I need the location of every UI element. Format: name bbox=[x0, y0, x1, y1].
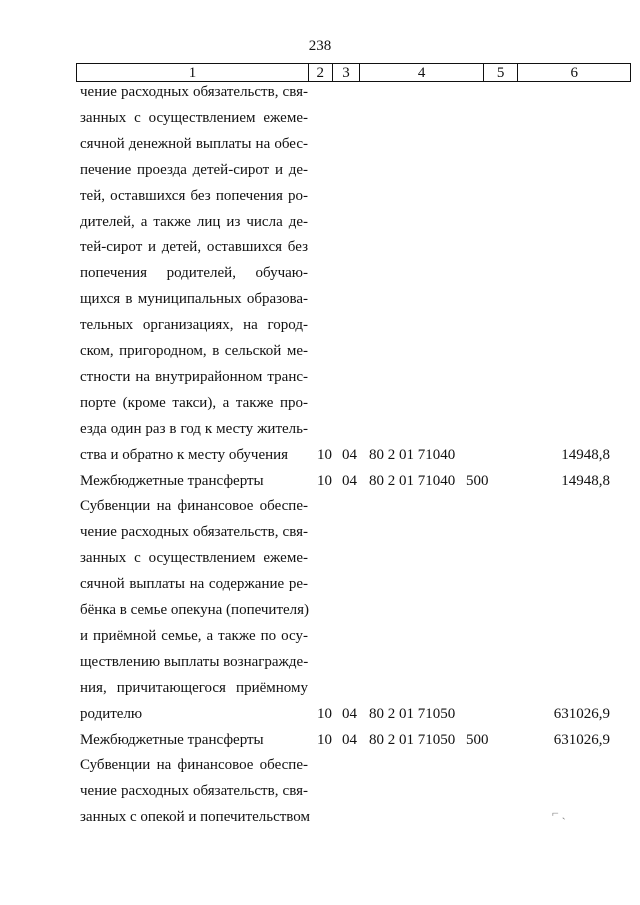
table-row bbox=[0, 343, 640, 369]
row-description: дителей, а также лиц из числа де- bbox=[80, 213, 308, 230]
table-row bbox=[0, 317, 640, 343]
table-row bbox=[0, 783, 640, 809]
table-row bbox=[0, 706, 640, 732]
header-col-3: 3 bbox=[332, 64, 360, 82]
table-row bbox=[0, 524, 640, 550]
row-description: езда один раз в год к месту житель- bbox=[80, 420, 308, 437]
row-target-article: 80 2 01 71050 bbox=[369, 705, 456, 722]
header-col-4: 4 bbox=[360, 64, 483, 82]
table-row bbox=[0, 550, 640, 576]
row-description: щихся в муниципальных образова- bbox=[80, 291, 308, 308]
row-section: 10 bbox=[317, 705, 332, 722]
table-row bbox=[0, 602, 640, 628]
table-row bbox=[0, 576, 640, 602]
row-description: занных с опекой и попечительством bbox=[80, 809, 310, 826]
row-description: чение расходных обязательств, свя- bbox=[80, 84, 308, 100]
header-col-1: 1 bbox=[77, 64, 309, 82]
table-row bbox=[0, 473, 640, 499]
row-description: тей-сирот и детей, оставшихся без bbox=[80, 239, 308, 256]
table-row bbox=[0, 84, 640, 110]
table-row bbox=[0, 732, 640, 758]
row-description: и приёмной семье, а также по осу- bbox=[80, 627, 308, 644]
scan-mark: ⌐ ˎ bbox=[552, 806, 566, 820]
row-subsection: 04 bbox=[342, 705, 357, 722]
row-subsection: 04 bbox=[342, 472, 357, 489]
table-row bbox=[0, 395, 640, 421]
page-number: 238 bbox=[308, 38, 332, 54]
row-description: Межбюджетные трансферты bbox=[80, 472, 264, 489]
row-description: ском, пригородном, в сельской ме- bbox=[80, 343, 308, 359]
row-amount: 631026,9 bbox=[553, 705, 610, 722]
row-description: Субвенции на финансовое обеспе- bbox=[80, 757, 308, 774]
table-row bbox=[0, 447, 640, 473]
table-row bbox=[0, 498, 640, 524]
row-description: печение проезда детей-сирот и де- bbox=[80, 161, 308, 178]
table-row bbox=[0, 369, 640, 395]
table-row bbox=[0, 421, 640, 447]
row-description: Межбюджетные трансферты bbox=[80, 731, 264, 748]
row-description: ния, причитающегося приёмному bbox=[80, 679, 308, 696]
table-row bbox=[0, 265, 640, 291]
table-header bbox=[76, 63, 631, 82]
header-col-5: 5 bbox=[483, 64, 518, 82]
row-description: Субвенции на финансовое обеспе- bbox=[80, 498, 308, 515]
row-section: 10 bbox=[317, 472, 332, 489]
table-row bbox=[0, 628, 640, 654]
table-row bbox=[0, 188, 640, 214]
table-row bbox=[0, 291, 640, 317]
row-description: сячной денежной выплаты на обес- bbox=[80, 135, 308, 152]
row-expense-type: 500 bbox=[466, 472, 489, 489]
row-description: тельных организациях, на город- bbox=[80, 317, 308, 334]
header-col-6: 6 bbox=[518, 64, 631, 82]
row-subsection: 04 bbox=[342, 731, 357, 748]
row-description: бёнка в семье опекуна (попечителя) bbox=[80, 602, 310, 618]
row-target-article: 80 2 01 71040 bbox=[369, 472, 456, 489]
table-row bbox=[0, 654, 640, 680]
row-description: тей, оставшихся без попечения ро- bbox=[80, 187, 308, 204]
table-row bbox=[0, 757, 640, 783]
row-amount: 631026,9 bbox=[553, 731, 610, 748]
row-description: чение расходных обязательств, свя- bbox=[80, 524, 308, 541]
row-target-article: 80 2 01 71040 bbox=[369, 446, 456, 463]
table-row bbox=[0, 239, 640, 265]
table-row bbox=[0, 680, 640, 706]
row-description: чение расходных обязательств, свя- bbox=[80, 783, 308, 800]
row-description: занных с осуществлением ежеме- bbox=[80, 550, 308, 567]
row-description: ществлению выплаты вознагражде- bbox=[80, 653, 309, 670]
header-col-2: 2 bbox=[308, 64, 332, 82]
table-row bbox=[0, 214, 640, 240]
row-description: занных с осуществлением ежеме- bbox=[80, 109, 308, 126]
table-row bbox=[0, 162, 640, 188]
table-row bbox=[0, 136, 640, 162]
row-amount: 14948,8 bbox=[561, 472, 610, 489]
row-section: 10 bbox=[317, 731, 332, 748]
row-description: попечения родителей, обучаю- bbox=[80, 265, 308, 282]
row-description: родителю bbox=[80, 705, 143, 722]
row-description: сячной выплаты на содержание ре- bbox=[80, 576, 308, 593]
row-description: ства и обратно к месту обучения bbox=[80, 446, 289, 463]
row-amount: 14948,8 bbox=[561, 446, 610, 463]
row-section: 10 bbox=[317, 446, 332, 463]
row-target-article: 80 2 01 71050 bbox=[369, 731, 456, 748]
row-subsection: 04 bbox=[342, 446, 357, 463]
table-row bbox=[0, 809, 640, 835]
table-row bbox=[0, 110, 640, 136]
row-description: порте (кроме такси), а также про- bbox=[80, 394, 308, 411]
row-expense-type: 500 bbox=[466, 731, 489, 748]
row-description: стности на внутрирайонном транс- bbox=[80, 368, 308, 385]
